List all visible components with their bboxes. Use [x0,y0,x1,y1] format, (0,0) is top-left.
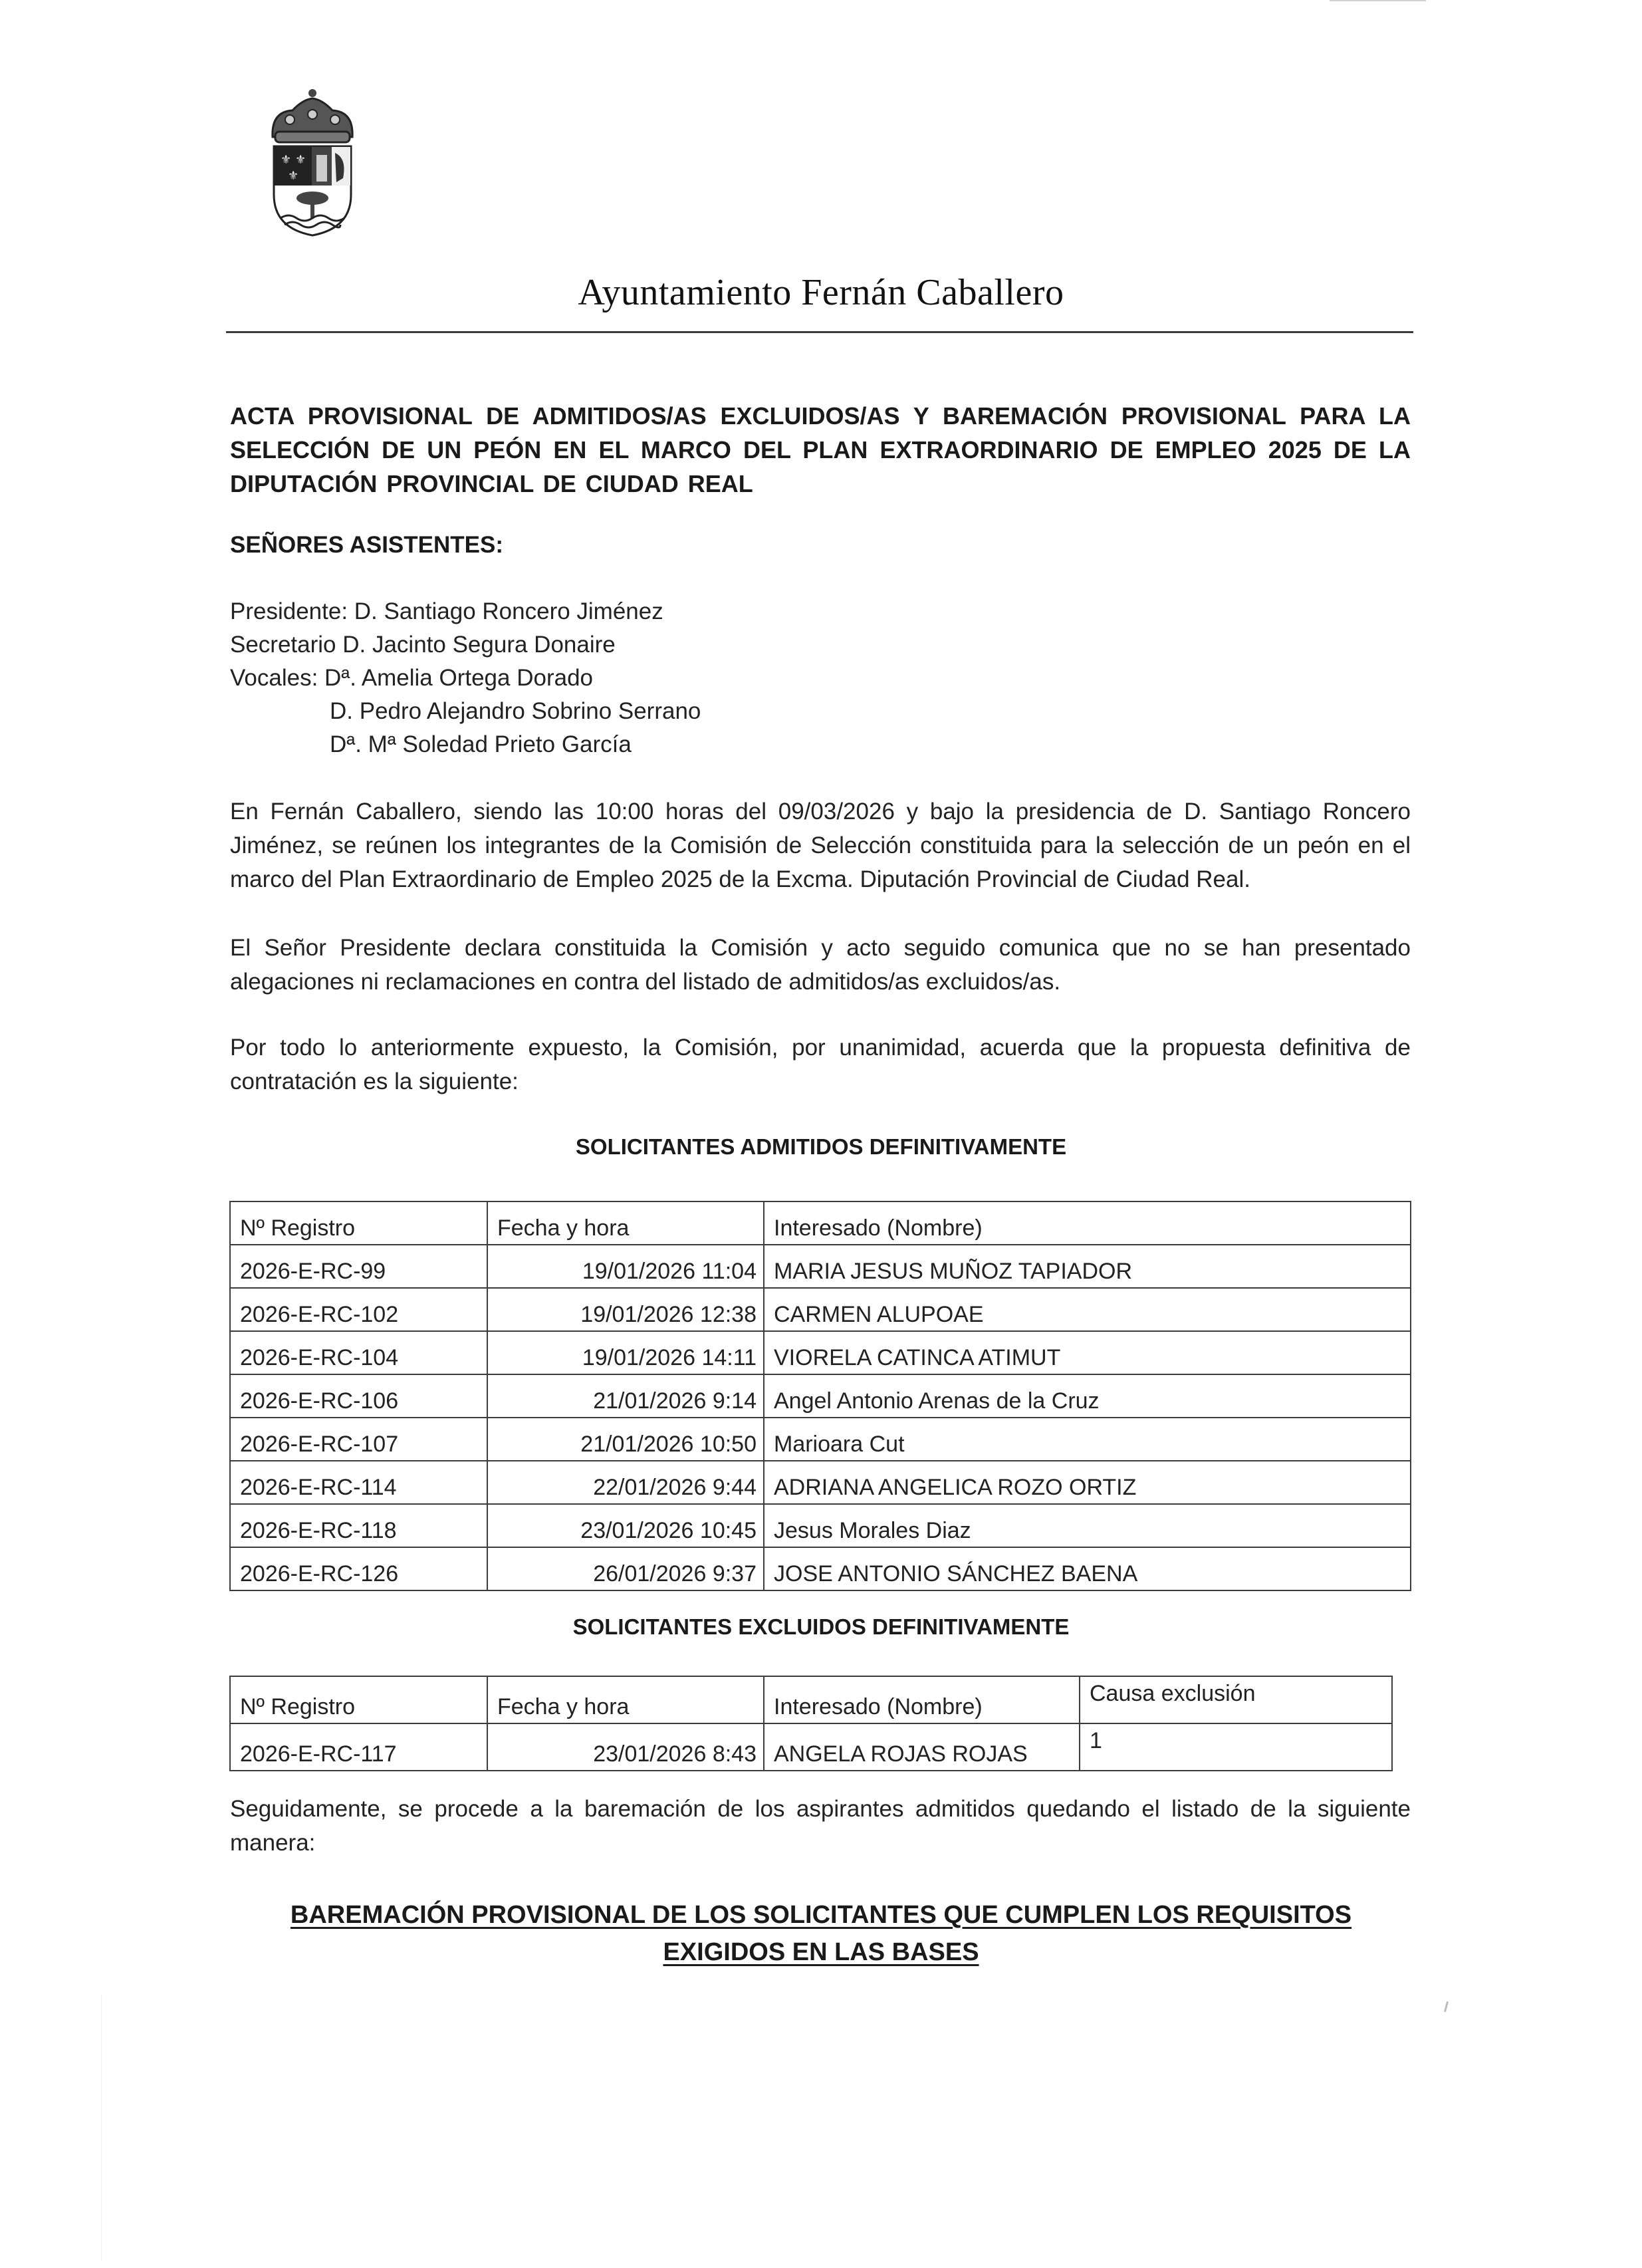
excluded-table [229,1676,1393,1771]
registry-number: 2026-E-RC-114 [230,1461,487,1504]
column-header: Causa exclusión [1080,1676,1392,1723]
scan-artifact-edge [101,1995,102,2261]
applicant-name: ADRIANA ANGELICA ROZO ORTIZ [764,1461,1411,1504]
table-row [230,1461,1411,1504]
table-row [230,1723,1392,1771]
date-time: 23/01/2026 8:43 [487,1723,764,1771]
table-row [230,1288,1411,1331]
date-time: 23/01/2026 10:45 [487,1504,764,1547]
attendee-vocal: Dª. Mª Soledad Prieto García [330,731,632,757]
date-time: 19/01/2026 12:38 [487,1288,764,1331]
admitted-table [229,1201,1411,1591]
applicant-name: JOSE ANTONIO SÁNCHEZ BAENA [764,1547,1411,1590]
paragraph-agreement: Por todo lo anteriormente expuesto, la Comisión, por unanimidad, acuerda que la propuesta definitiva de contratación es la siguiente: [230,1035,1411,1094]
registry-number: 2026-E-RC-102 [230,1288,487,1331]
table-row [230,1245,1411,1288]
baremacion-title [0,1896,1642,1971]
column-header: Interesado (Nombre) [764,1676,1080,1723]
header-divider [226,331,1413,333]
paragraph-meeting: En Fernán Caballero, siendo las 10:00 horas del 09/03/2026 y bajo la presidencia de D. Santiago Roncero Jiménez, se reúnen los integrantes de la Comisión de Selección constituida para la selección de un peón en el marco del Plan Extraordinario de Empleo 2025 de la Excma. Diputación Provincial de Ciudad Real. [230,799,1411,892]
date-time: 19/01/2026 11:04 [487,1245,764,1288]
applicant-name: Angel Antonio Arenas de la Cruz [764,1374,1411,1418]
registry-number: 2026-E-RC-118 [230,1504,487,1547]
svg-text:⚜: ⚜ [281,153,292,166]
attendees-label: SEÑORES ASISTENTES: [230,532,503,558]
exclusion-cause: 1 [1080,1723,1392,1771]
date-time: 22/01/2026 9:44 [487,1461,764,1504]
date-time: 21/01/2026 9:14 [487,1374,764,1418]
paragraph-baremacion: Seguidamente, se procede a la baremación de los aspirantes admitidos quedando el listado de la siguiente manera: [230,1796,1411,1856]
scan-artifact-line [1330,0,1426,1]
attendees-list [230,595,701,761]
date-time: 19/01/2026 14:11 [487,1331,764,1374]
table-row [230,1374,1411,1418]
baremacion-title-line2: EXIGIDOS EN LAS BASES [663,1938,979,1966]
table-row [230,1504,1411,1547]
table-header-row [230,1201,1411,1245]
registry-number: 2026-E-RC-99 [230,1245,487,1288]
table-row [230,1418,1411,1461]
column-header: Fecha y hora [487,1201,764,1245]
svg-text:⚜: ⚜ [288,169,299,182]
attendee-secretary: Secretario D. Jacinto Segura Donaire [230,632,616,658]
coat-of-arms-icon [266,85,359,238]
applicant-name: ANGELA ROJAS ROJAS [764,1723,1080,1771]
applicant-name: MARIA JESUS MUÑOZ TAPIADOR [764,1245,1411,1288]
attendee-vocal: Vocales: Dª. Amelia Ortega Dorado [230,665,594,691]
applicant-name: VIORELA CATINCA ATIMUT [764,1331,1411,1374]
table-row [230,1331,1411,1374]
column-header: Nº Registro [230,1676,487,1723]
registry-number: 2026-E-RC-126 [230,1547,487,1590]
date-time: 21/01/2026 10:50 [487,1418,764,1461]
admitted-table-title: SOLICITANTES ADMITIDOS DEFINITIVAMENTE [575,1134,1067,1159]
applicant-name: Jesus Morales Diaz [764,1504,1411,1547]
excluded-table-title: SOLICITANTES EXCLUIDOS DEFINITIVAMENTE [572,1614,1070,1639]
organization-name: Ayuntamiento Fernán Caballero [578,272,1064,313]
column-header: Nº Registro [230,1201,487,1245]
column-header: Interesado (Nombre) [764,1201,1411,1245]
date-time: 26/01/2026 9:37 [487,1547,764,1590]
column-header: Fecha y hora [487,1676,764,1723]
scan-artifact-mark [1444,2001,1449,2012]
attendee-president: Presidente: D. Santiago Roncero Jiménez [230,598,663,624]
document-heading: ACTA PROVISIONAL DE ADMITIDOS/AS EXCLUIDOS/AS Y BAREMACIÓN PROVISIONAL PARA LA SELECCIÓN DE UN PEÓN EN EL MARCO DEL PLAN EXTRAORDINARIO DE EMPLEO 2025 DE LA DIPUTACIÓN PROVINCIAL DE CIUDAD REAL [230,402,1411,497]
baremacion-title-line1: BAREMACIÓN PROVISIONAL DE LOS SOLICITANTES QUE CUMPLEN LOS REQUISITOS [290,1901,1352,1929]
registry-number: 2026-E-RC-106 [230,1374,487,1418]
attendee-vocal: D. Pedro Alejandro Sobrino Serrano [330,698,701,724]
registry-number: 2026-E-RC-104 [230,1331,487,1374]
table-header-row [230,1676,1392,1723]
svg-text:⚜: ⚜ [295,153,306,166]
registry-number: 2026-E-RC-107 [230,1418,487,1461]
paragraph-declaration: El Señor Presidente declara constituida la Comisión y acto seguido comunica que no se han presentado alegaciones ni reclamaciones en contra del listado de admitidos/as excluidos/as. [230,935,1411,995]
registry-number: 2026-E-RC-117 [230,1723,487,1771]
table-row [230,1547,1411,1590]
applicant-name: CARMEN ALUPOAE [764,1288,1411,1331]
applicant-name: Marioara Cut [764,1418,1411,1461]
